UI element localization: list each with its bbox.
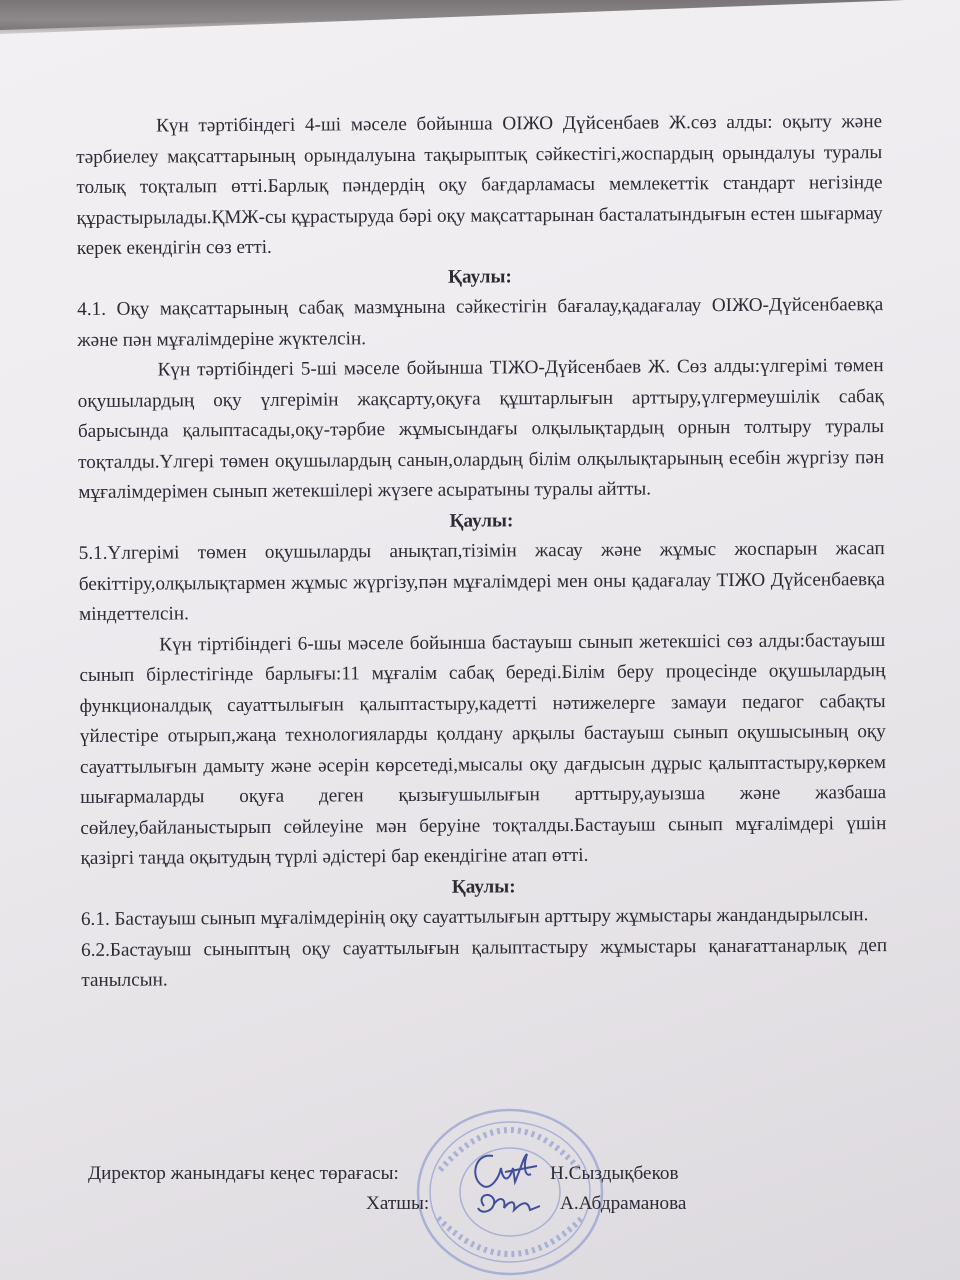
secretary-signature-icon [470, 1186, 550, 1226]
resolution-4-1: 4.1. Оқу мақсаттарының сабақ мазмұнына сәйкестігін бағалау,қадағалау ОІЖО-Дүйсенбаевқа және пән мұғалімдеріне жүктелсін. [77, 294, 884, 351]
secretary-name: А.Абдраманова [560, 1193, 687, 1214]
paragraph-item-4: Күн тәртібіндегі 4-ші мәселе бойынша ОІЖО Дүйсенбаев Ж.сөз алды: оқыту және тәрбиелеу мақсаттарының орындалуына тақырыптық сәйкестігі,жоспардың орындалуы туралы толық тоқталып өтті.Барлық пәндердің оқу бағдарламасы мемлекеттік стандарт негізінде құрастырылады.ҚМЖ-сы құрастыруда бәрі оқу мақсаттарынан басталатындығын естен шығармау керек екендігін сөз етті. [76, 111, 883, 259]
resolution-6-2: 6.2.Бастауыш сыныптың оқу сауаттылығын қалыптастыру жұмыстары қанағаттанарлық деп танылсын. [81, 934, 888, 991]
document-body [76, 107, 887, 996]
paragraph-item-5: Күн тәртібіндегі 5-ші мәселе бойынша ТІЖО-Дүйсенбаев Ж. Сөз алды:үлгерімі төмен оқушылардың оқу үлгерімін жақсарту,оқуға құштарлығын арттыру,үлгермеушілік сабақ барысында қалыптасады,оқу-тәрбие жұмысындағы олқылықтардың орнын толтыру туралы тоқталды.Үлгері төмен оқушылардың санын,олардың білім олқылықтарының есебін жүргізу пән мұғалімдерімен сынып жетекшілері жүзеге асыратыны туралы айтты. [77, 355, 885, 503]
paragraph-item-6: Күн тіртібіндегі 6-шы мәселе бойынша бастауыш сынып жетекшісі сөз алды:бастауыш сынып бірлестігінде барлығы:11 мұғалім сабақ береді.Білім беру процесінде оқушылардың функционалдық сауаттылығын қалыптастыру,кадетті нәтижелерге замауи педагог сабақты үйлестіре отырып,жаңа технологияларды қолдану арқылы бастауыш сынып оқушысының оқу сауаттылығын дамыту және әсерін көрсетеді,мысалы оқу дағдысын дұрыс қалыптастыру,көркем шығармаларды оқуға деген қызығушылығын арттыру,ауызша және жазбаша сөйлеу,байланыстырып сөйлеуіне мән беруіне тоқталды.Бастауыш сынып мұғалімдері үшін қазіргі таңда оқытудың түрлі әдістері бар екендігіне атап өтті. [79, 629, 887, 869]
secretary-role-label: Хатшы: [366, 1193, 430, 1214]
chair-name: Н.Сыздықбеков [550, 1163, 679, 1184]
resolution-6-1: 6.1. Бастауыш сынып мұғалімдерінің оқу сауаттылығын арттыру жұмыстары жандандырылсын. [80, 904, 869, 930]
chair-role-label: Директор жанындағы кеңес төрағасы: [88, 1163, 399, 1184]
resolution-heading: Қаулы: [449, 509, 514, 532]
resolution-heading: Қаулы: [448, 265, 512, 288]
resolution-5-1: 5.1.Үлгерімі төмен оқушыларды анықтап,тізімін жасау және жұмыс жоспарын жасап бекіттіру,олқылықтармен жұмыс жүргізу,пән мұғалімдері мен оны қадағалау ТІЖО Дүйсенбаевқа міндеттелсін. [78, 538, 885, 625]
resolution-heading: Қаулы: [451, 875, 516, 898]
